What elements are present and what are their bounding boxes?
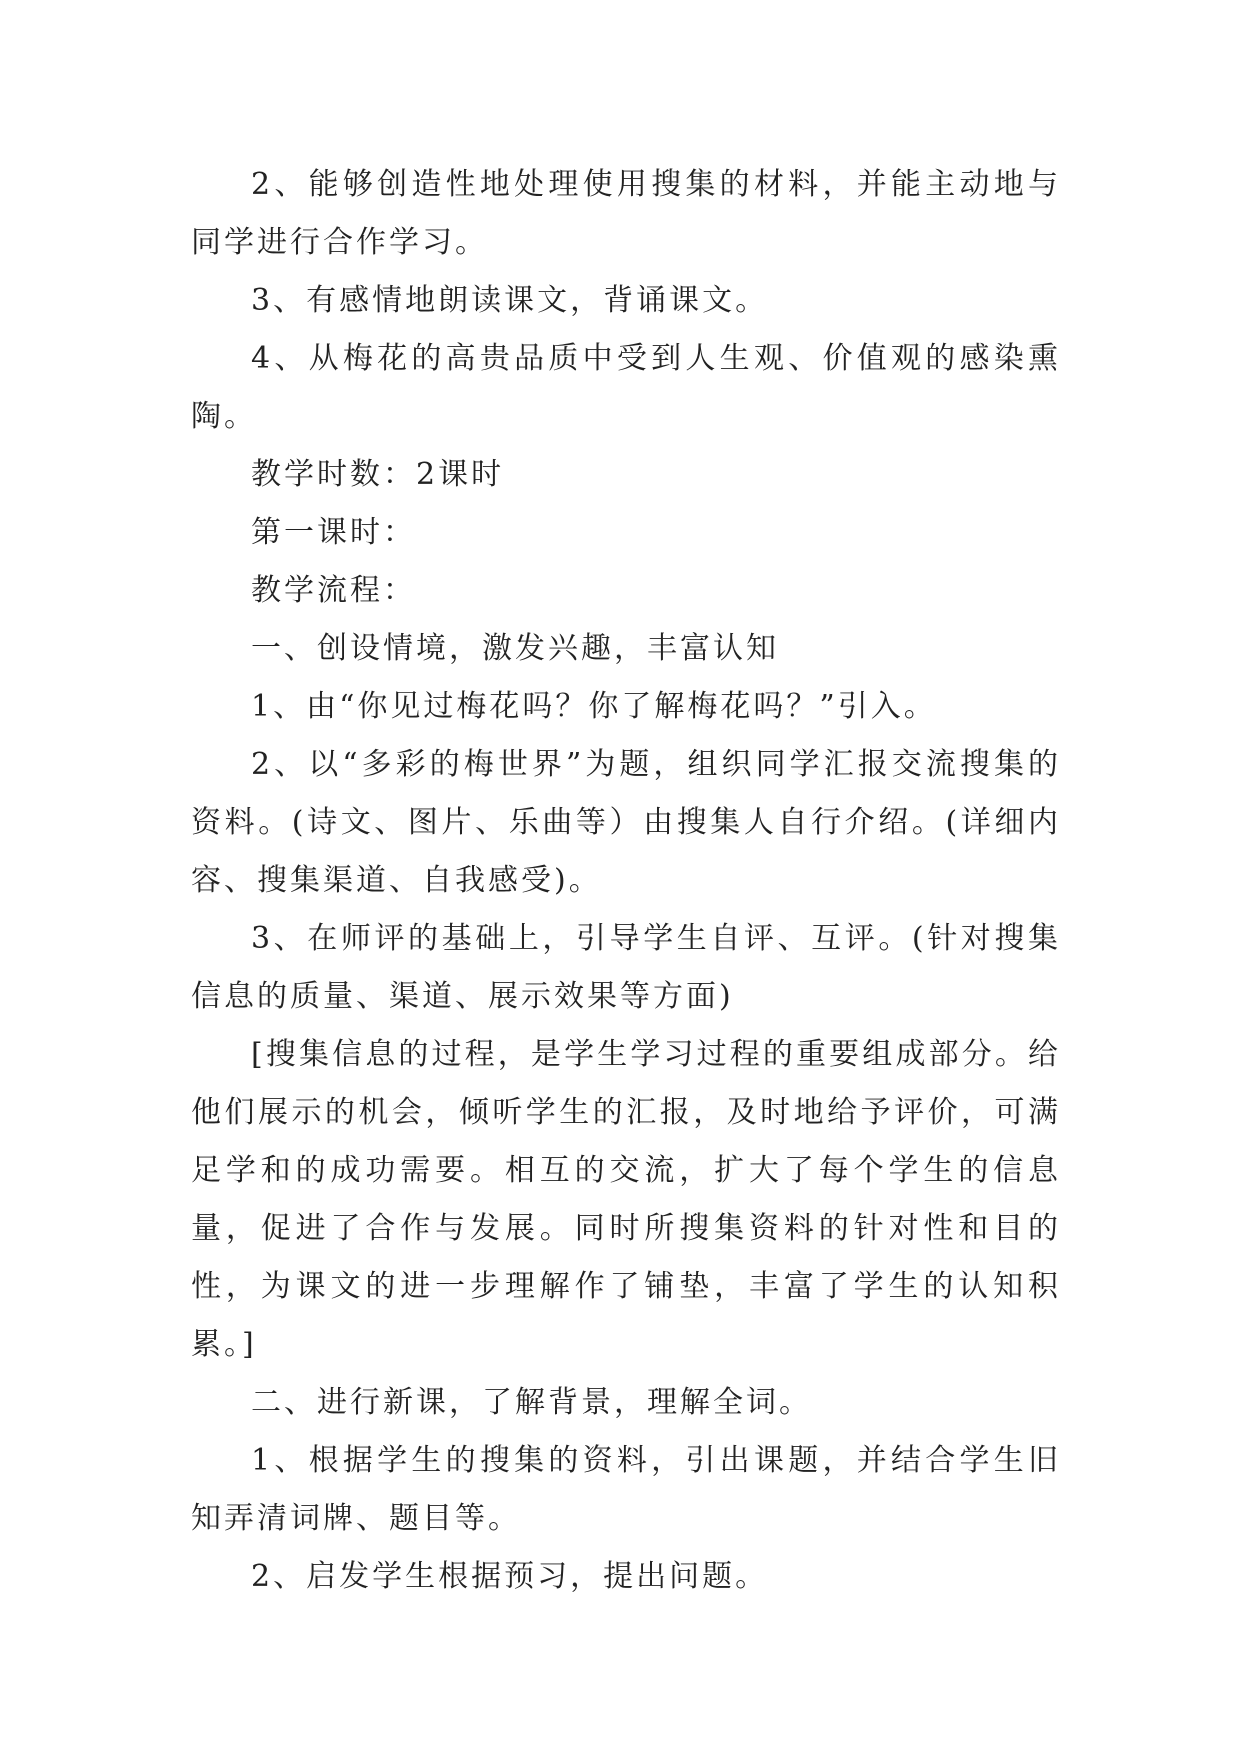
paragraph-step-2: 2、以“多彩的梅世界”为题，组织同学汇报交流搜集的资料。(诗文、图片、乐曲等）由搜集人自行介绍。(详细内容、搜集渠道、自我感受)。 [191, 747, 1061, 898]
paragraph-teaching-process: 教学流程： [251, 573, 416, 608]
paragraph-teaching-hours: 教学时数：2课时 [251, 457, 505, 492]
paragraph-objective-2: 2、能够创造性地处理使用搜集的材料，并能主动地与同学进行合作学习。 [191, 167, 1061, 260]
paragraph-objective-4: 4、从梅花的高贵品质中受到人生观、价值观的感染熏陶。 [191, 341, 1061, 434]
paragraph-first-lesson: 第一课时： [251, 515, 416, 550]
document-body [191, 156, 1061, 1606]
paragraph-new-step-1: 1、根据学生的搜集的资料，引出课题，并结合学生旧知弄清词牌、题目等。 [191, 1443, 1061, 1536]
paragraph-new-step-2: 2、启发学生根据预习，提出问题。 [251, 1559, 769, 1594]
paragraph-objective-3: 3、有感情地朗读课文，背诵课文。 [251, 283, 769, 318]
section-heading-1: 一、创设情境，激发兴趣，丰富认知 [251, 631, 779, 666]
paragraph-step-1: 1、由“你见过梅花吗？你了解梅花吗？”引入。 [251, 689, 937, 724]
paragraph-commentary: [搜集信息的过程，是学生学习过程的重要组成部分。给他们展示的机会，倾听学生的汇报，及时地给予评价，可满足学和的成功需要。相互的交流，扩大了每个学生的信息量，促进了合作与发展。同时所搜集资料的针对性和目的性，为课文的进一步理解作了铺垫，丰富了学生的认知积累。] [191, 1037, 1061, 1362]
paragraph-step-3: 3、在师评的基础上，引导学生自评、互评。(针对搜集信息的质量、渠道、展示效果等方面) [191, 921, 1061, 1014]
section-heading-2: 二、进行新课，了解背景，理解全词。 [251, 1385, 812, 1420]
